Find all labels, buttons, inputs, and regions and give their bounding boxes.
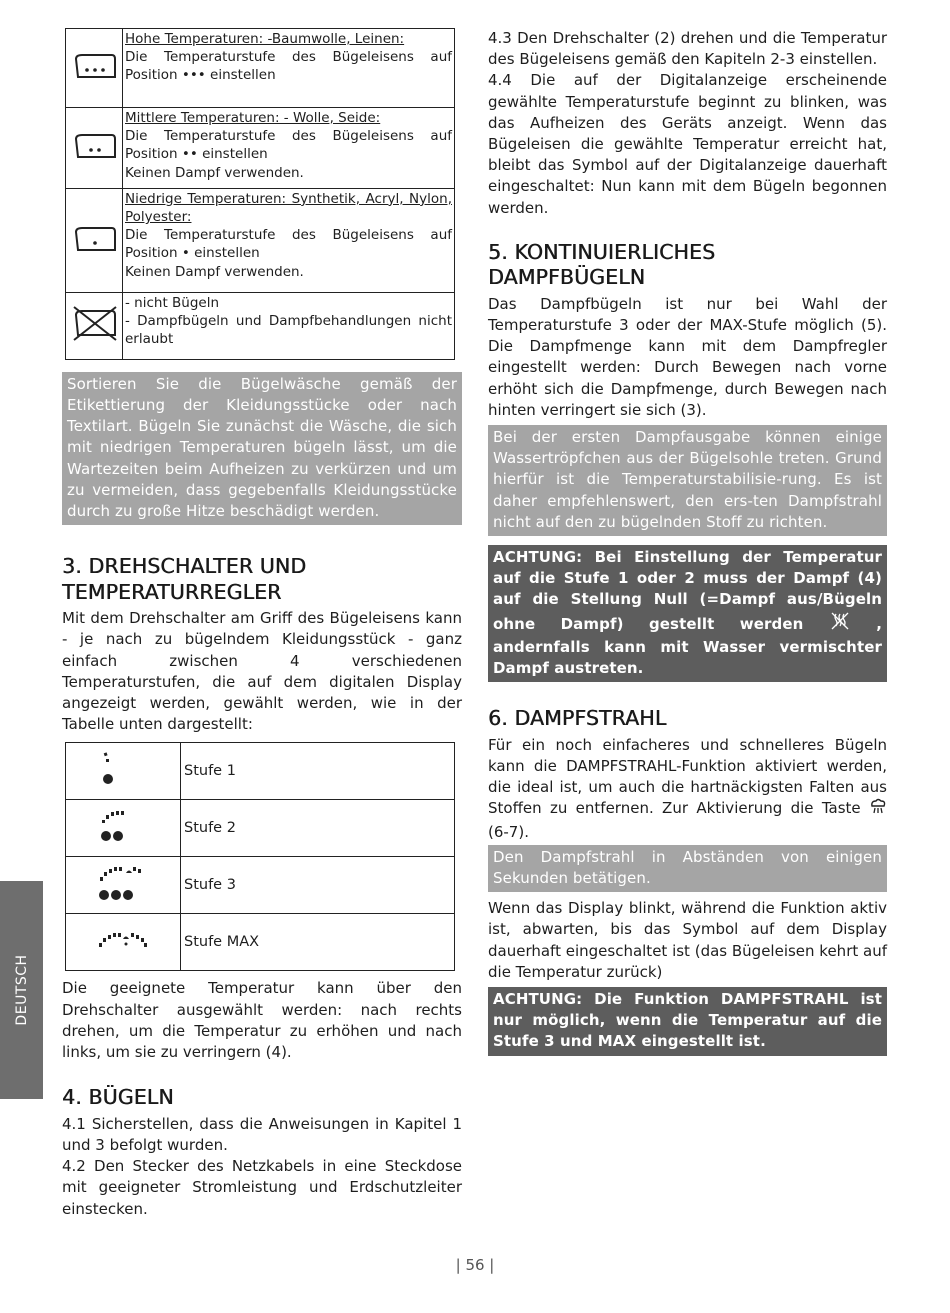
temperature-level-table [65, 742, 455, 971]
steam-warning-text: ACHTUNG: Bei Einstellung der Temperatur auf die Stufe 1 oder 2 muss der Dampf (4) auf die Stellung Null (=Dampf aus/Bügeln ohne Dampf) gestellt werden [493, 548, 882, 633]
section-3-text: Mit dem Drehschalter am Griff des Bügeleisens kann - je nach zu bügelndem Kleidungsstück - ganz einfach zwischen 4 verschiedenen Temperaturstufen, die auf dem digitalen Display angezeigt werden, gewählt werden, wie in der Tabelle unten dargestellt: [62, 609, 462, 734]
steam-burst-warning: ACHTUNG: Die Funktion DAMPFSTRAHL ist nur möglich, wenn die Temperatur auf die Stufe 3 und MAX eingestellt ist. [488, 987, 887, 1056]
level-label: Stufe 2 [181, 800, 455, 857]
table-row [66, 800, 455, 857]
steam-burst-note: Den Dampfstrahl in Abständen von einigen Sekunden betätigen. [488, 845, 887, 892]
symbol-line: Die Temperaturstufe des Bügeleisens auf Position • einstellen [125, 227, 452, 262]
table-row [66, 857, 455, 914]
care-symbol-table [65, 28, 455, 360]
steam-off-icon [829, 611, 851, 637]
table-row [66, 292, 455, 359]
symbol-line: Die Temperaturstufe des Bügeleisens auf Position •• einstellen [125, 128, 452, 163]
iron-two-dots-icon [66, 108, 123, 189]
temp-level-3-icon [66, 857, 181, 914]
section-6-text-b: Wenn das Display blinkt, während die Funktion aktiv ist, abwarten, bis das Symbol auf dem Display dauerhaft eingeschaltet ist (das Bügeleisen kehrt auf die Temperatur zurück) [488, 899, 887, 981]
symbol-line: Keinen Dampf verwenden. [125, 164, 304, 181]
symbol-title: Mittlere Temperaturen: - Wolle, Seide: [125, 110, 381, 126]
heading-line: 3. DREHSCHALTER UND [62, 554, 307, 579]
section-4-3-text: 4.3 Den Drehschalter (2) drehen und die Temperatur des Bügeleisens gemäß den Kapiteln 2-3 einstellen. [488, 29, 887, 69]
symbol-title: Niedrige Temperaturen: Synthetik, Acryl, Nylon, Polyester: [125, 190, 452, 226]
steam-warning-text-end: , andernfalls kann mit Wasser vermischter Dampf austreten. [493, 614, 883, 678]
section-4-2-text: 4.2 Den Stecker des Netzkabels in eine Steckdose mit geeigneter Stromleistung und Erdschutzleiter einstecken. [62, 1157, 462, 1218]
symbol-line: Keinen Dampf verwenden. [125, 263, 304, 280]
heading-line: TEMPERATURREGLER [62, 579, 282, 604]
table-row [66, 29, 455, 108]
heading-line: DAMPFBÜGELN [488, 265, 646, 290]
section-6-text-end: (6-7). [488, 822, 529, 841]
symbol-line: - nicht Bügeln [125, 294, 220, 311]
side-tab-label: DEUTSCH [13, 954, 30, 1026]
heading-line: 5. KONTINUIERLICHES [488, 239, 716, 264]
temp-level-max-icon [66, 914, 181, 971]
symbol-title: Hohe Temperaturen: -Baumwolle, Leinen: [125, 31, 405, 47]
symbol-description [123, 29, 455, 108]
iron-crossed-icon [66, 292, 123, 359]
section-4-4-text: 4.4 Die auf der Digitalanzeige erscheinende gewählte Temperaturstufe beginnt zu blinken, was das Aufheizen des Geräts anzeigt. Wenn das Bügeleisen die gewählte Temperatur erreicht hat, bleibt das Symbol auf der Digitalanzeige dauerhaft eingeschaltet: Nun kann mit dem Bügeln begonnen werden. [488, 71, 887, 217]
table-row [66, 743, 455, 800]
iron-one-dot-icon [66, 188, 123, 292]
temp-level-1-icon [66, 743, 181, 800]
section-6-text [488, 735, 887, 843]
language-side-tab [0, 881, 43, 1099]
symbol-description [123, 188, 455, 292]
steam-warning [488, 545, 887, 682]
table-row [66, 188, 455, 292]
section-6-text-main: Für ein noch einfacheres und schnelleres Bügeln kann die DAMPFSTRAHL-Funktion aktiviert werden, die ideal ist, um auch die hartnäckigsten Falten aus Stoffen zu entfernen. Zur Aktivierung die Taste [488, 735, 887, 818]
right-column [488, 28, 887, 1056]
section-4-1-text: 4.1 Sicherstellen, dass die Anweisungen in Kapitel 1 und 3 befolgt wurden. [62, 1114, 462, 1154]
steam-burst-icon [869, 798, 887, 821]
sorting-note: Sortieren Sie die Bügelwäsche gemäß der Etikettierung der Kleidungsstücke oder nach Textilart. Bügeln Sie zunächst die Wäsche, die sich mit niedrigen Temperaturen bügeln lässt, um die Wartezeiten beim Aufheizen zu verkürzen und um zu vermeiden, dass gegebenfalls Kleidungsstücke durch zu große Hitze beschädigt werden. [62, 372, 462, 525]
symbol-description [123, 292, 455, 359]
section-3-heading [62, 554, 462, 605]
table-row [66, 914, 455, 971]
section-6-heading: 6. DAMPFSTRAHL [488, 706, 667, 731]
level-label: Stufe MAX [181, 914, 455, 971]
iron-three-dots-icon [66, 29, 123, 108]
section-5-text: Das Dampfbügeln ist nur bei Wahl der Temperaturstufe 3 oder der MAX-Stufe möglich (5). Die Dampfmenge kann mit dem Dampfregler eingestellt werden: Durch Bewegen nach vorne erhöht sich die Dampfmenge, durch Bewegen nach hinten verringert sie sich (3). [488, 294, 887, 419]
section-5-heading [488, 240, 887, 291]
left-column [62, 28, 462, 1220]
table-row [66, 108, 455, 189]
symbol-line: Die Temperaturstufe des Bügeleisens auf Position ••• einstellen [125, 49, 452, 84]
temp-level-2-icon [66, 800, 181, 857]
symbol-description [123, 108, 455, 189]
page-number: | 56 | [455, 1256, 495, 1274]
symbol-line: - Dampfbügeln und Dampfbehandlungen nicht erlaubt [125, 313, 452, 348]
first-steam-note: Bei der ersten Dampfausgabe können einige Wassertröpfchen aus der Bügelsohle treten. Grund hierfür ist die Temperaturstabilisie-rung. Es ist daher empfehlenswert, den ers-ten Dampfstrahl nicht auf den zu bügelnden Stoff zu richten. [488, 425, 887, 536]
section-3-text-b: Die geeignete Temperatur kann über den Drehschalter ausgewählt werden: nach rechts drehen, um die Temperatur zu erhöhen und nach links, um sie zu verringern (4). [62, 979, 462, 1062]
level-label: Stufe 3 [181, 857, 455, 914]
level-label: Stufe 1 [181, 743, 455, 800]
section-4-heading: 4. BÜGELN [62, 1085, 174, 1110]
